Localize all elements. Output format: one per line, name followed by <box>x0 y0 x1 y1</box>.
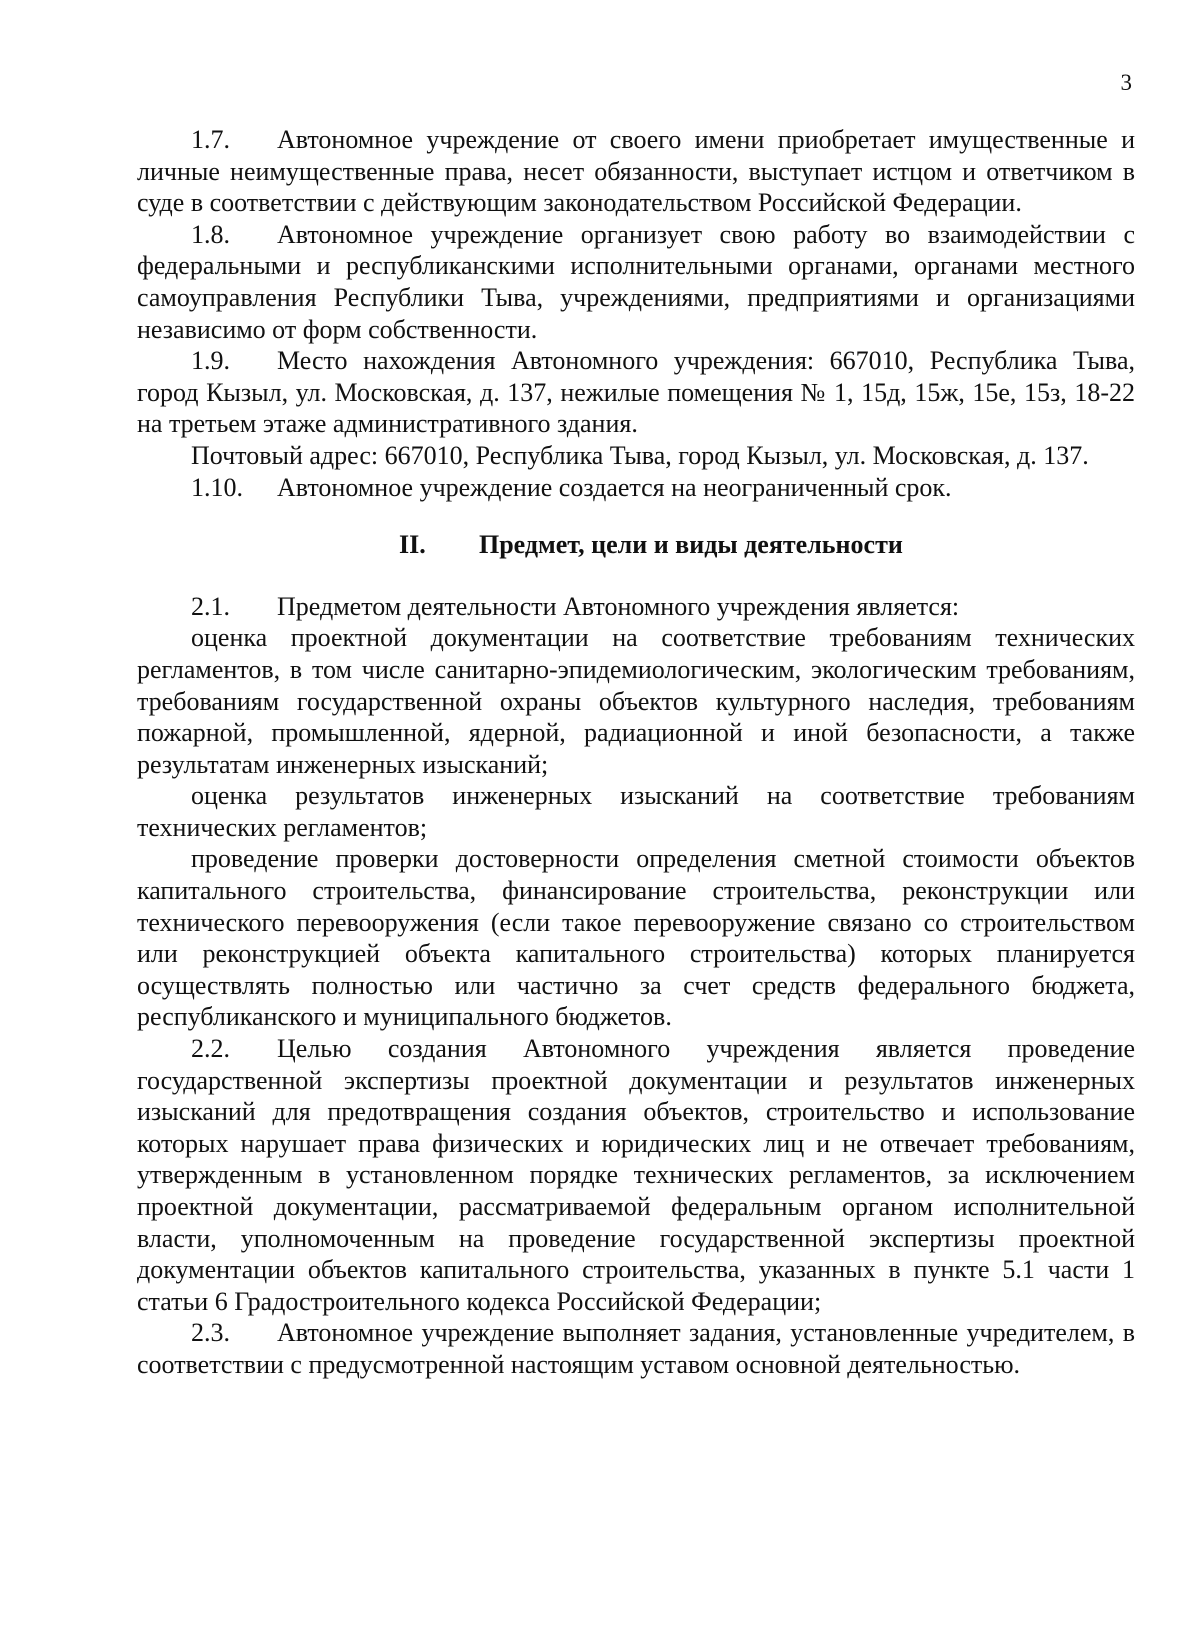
section-number: II. <box>399 530 426 560</box>
clause-number: 1.9. <box>191 346 230 376</box>
clause-1-10 <box>137 472 1135 504</box>
clause-2-1 <box>137 591 1135 623</box>
clause-1-9 <box>137 345 1135 440</box>
clause-number: 1.10. <box>191 472 243 502</box>
clause-number: 2.2. <box>191 1034 230 1064</box>
clause-text: Место нахождения Автономного учреждения: 667010, Республика Тыва, город Кызыл, ул. Московская, д. 137, нежилые помещения № 1, 15д, 15ж, 15е, 15з, 18-22 на третьем этаже административного здания. <box>137 346 1135 439</box>
paragraph-text: оценка проектной документации на соответствие требованиям технических регламентов, в том числе санитарно-эпидемиологическим, экологическим требованиям, требованиям государственной охраны объектов культурного наследия, требованиям пожарной, промышленной, ядерной, радиационной и иной безопасности, а также результатам инженерных изысканий; <box>137 623 1135 779</box>
page-number: 3 <box>1120 70 1132 95</box>
clause-text: Автономное учреждение выполняет задания, установленные учредителем, в соответствии с предусмотренной настоящим уставом основной деятельностью. <box>137 1318 1135 1379</box>
clause-text: Предметом деятельности Автономного учреждения является: <box>277 591 960 621</box>
paragraph-text: оценка результатов инженерных изысканий на соответствие требованиям технических регламентов; <box>137 781 1135 842</box>
clause-text: Автономное учреждение создается на неограниченный срок. <box>277 472 952 502</box>
document-body <box>137 124 1135 1381</box>
clause-2-3 <box>137 1317 1135 1380</box>
clause-number: 1.7. <box>191 125 230 154</box>
clause-number: 2.1. <box>191 591 230 621</box>
clause-1-8 <box>137 219 1135 345</box>
clause-number: 2.3. <box>191 1318 230 1348</box>
clause-text: Автономное учреждение от своего имени приобретает имущественные и личные неимущественные права, несет обязанности, выступает истцом и ответчиком в суде в соответствии с действующим законодательством Российской Федерации. <box>137 125 1135 218</box>
clause-text: Автономное учреждение организует свою работу во взаимодействии с федеральными и республиканскими исполнительными органами, органами местного самоуправления Республики Тыва, учреждениями, предприятиями и организациями независимо от форм собственности. <box>137 219 1135 344</box>
section-title: Предмет, цели и виды деятельности <box>479 530 903 560</box>
activity-item-3 <box>137 843 1135 1033</box>
paragraph-text: проведение проверки достоверности определения сметной стоимости объектов капитального строительства, финансирование строительства, реконструкции или технического перевооружения (если такое перевооружение связано со строительством или реконструкцией объекта капитального строительства) которых планируется осуществлять полностью или частично за счет средств федерального бюджета, республиканского и муниципального бюджетов. <box>137 844 1135 1032</box>
clause-1-7 <box>137 124 1135 219</box>
paragraph-text: Почтовый адрес: 667010, Республика Тыва, город Кызыл, ул. Московская, д. 137. <box>191 440 1089 470</box>
section-heading <box>137 529 1135 561</box>
clause-text: Целью создания Автономного учреждения является проведение государственной экспертизы проектной документации и результатов инженерных изысканий для предотвращения создания объектов, строительство и использование которых нарушает права физических и юридических лиц и не отвечает требованиям, утвержденным в установленном порядке технических регламентов, за исключением проектной документации, рассматриваемой федеральным органом исполнительной власти, уполномоченным на проведение государственной экспертизы проектной документации объектов капитального строительства, указанных в пункте 5.1 части 1 статьи 6 Градостроительного кодекса Российской Федерации; <box>137 1034 1135 1316</box>
postal-address-paragraph <box>137 440 1135 472</box>
activity-item-2 <box>137 780 1135 843</box>
activity-item-1 <box>137 622 1135 780</box>
clause-2-2 <box>137 1033 1135 1317</box>
clause-number: 1.8. <box>191 219 230 249</box>
